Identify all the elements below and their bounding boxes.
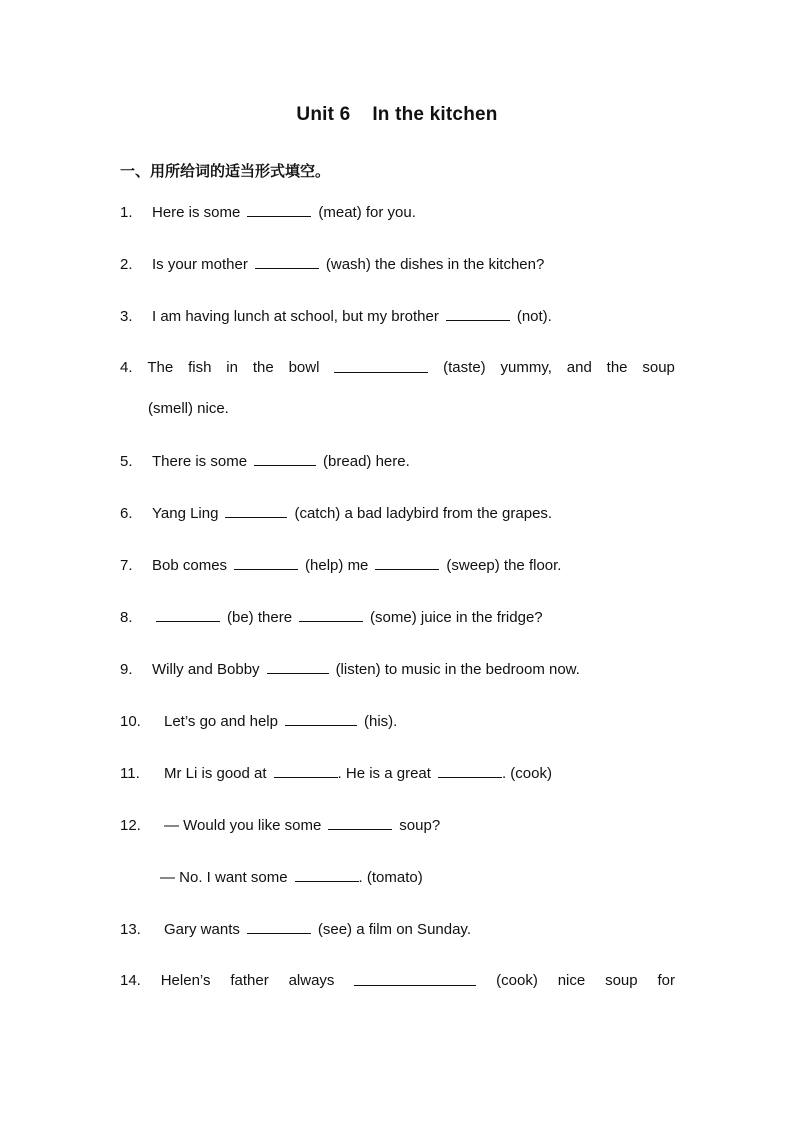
question-number: 8. xyxy=(120,609,133,626)
answer-blank[interactable] xyxy=(299,607,363,622)
answer-blank[interactable] xyxy=(247,919,311,934)
question-text: Let’s go and help xyxy=(164,713,278,730)
word: always xyxy=(288,972,335,989)
question-text: — Would you like some xyxy=(164,817,322,834)
question-12-reply xyxy=(160,867,715,888)
question-text: Here is some xyxy=(152,204,241,221)
question-text: (some) juice in the fridge? xyxy=(370,609,543,626)
word: fish xyxy=(188,359,212,376)
question-text: (be) there xyxy=(227,609,293,626)
question-number: 1. xyxy=(120,204,133,221)
answer-blank[interactable] xyxy=(254,451,316,466)
question-12 xyxy=(120,815,675,836)
question-text: (bread) here. xyxy=(323,453,410,470)
question-text: (see) a film on Sunday. xyxy=(317,921,471,938)
question-text: Willy and Bobby xyxy=(152,661,260,678)
question-text: — No. I want some xyxy=(160,869,288,886)
word: Helen’s xyxy=(160,972,211,989)
question-text: (not). xyxy=(516,308,552,325)
word: nice xyxy=(557,972,586,989)
page-title: Unit 6 In the kitchen xyxy=(296,104,498,125)
question-number: 2. xyxy=(120,256,133,273)
word: soup xyxy=(642,359,675,376)
question-number: 10. xyxy=(120,713,141,730)
answer-blank[interactable] xyxy=(334,358,428,373)
question-number: 13. xyxy=(120,921,141,938)
question-2 xyxy=(120,254,675,275)
question-number: 14. xyxy=(120,972,141,989)
question-text: (help) me xyxy=(305,557,369,574)
word: father xyxy=(230,972,269,989)
question-text: . (cook) xyxy=(501,765,552,782)
word: the xyxy=(252,359,274,376)
word: soup xyxy=(605,972,638,989)
question-1 xyxy=(120,202,675,223)
answer-blank[interactable] xyxy=(274,763,338,778)
answer-blank[interactable] xyxy=(156,607,220,622)
word: (taste) xyxy=(443,359,486,376)
answer-blank[interactable] xyxy=(295,867,359,882)
answer-blank[interactable] xyxy=(234,555,298,570)
question-10 xyxy=(120,711,675,732)
question-11 xyxy=(120,763,675,784)
question-text: Yang Ling xyxy=(152,505,219,522)
question-number: 3. xyxy=(120,308,133,325)
question-9 xyxy=(120,659,675,680)
answer-blank[interactable] xyxy=(354,971,476,986)
question-4-continued xyxy=(148,399,703,419)
question-5 xyxy=(120,451,675,472)
question-number: 4. xyxy=(120,359,133,376)
question-text: (meat) for you. xyxy=(318,204,416,221)
word: for xyxy=(657,972,675,989)
question-13 xyxy=(120,919,675,940)
question-7 xyxy=(120,555,675,576)
word: in xyxy=(226,359,238,376)
question-text: Mr Li is good at xyxy=(164,765,267,782)
question-number: 5. xyxy=(120,453,133,470)
word: bowl xyxy=(288,359,320,376)
answer-blank[interactable] xyxy=(328,815,392,830)
question-number: 12. xyxy=(120,817,141,834)
question-text: (wash) the dishes in the kitchen? xyxy=(325,256,545,273)
question-text: . He is a great xyxy=(337,765,431,782)
question-6 xyxy=(120,503,675,524)
question-number: 6. xyxy=(120,505,133,522)
question-text: (smell) nice. xyxy=(148,400,229,417)
question-text: (his). xyxy=(364,713,398,730)
word: (cook) xyxy=(496,972,538,989)
word: the xyxy=(606,359,628,376)
word: and xyxy=(566,359,592,376)
question-text: (sweep) the floor. xyxy=(446,557,562,574)
question-3 xyxy=(120,306,675,327)
answer-blank[interactable] xyxy=(375,555,439,570)
question-text: Bob comes xyxy=(152,557,228,574)
question-text: (catch) a bad ladybird from the grapes. xyxy=(294,505,553,522)
question-text: I am having lunch at school, but my brother xyxy=(152,308,439,325)
question-number: 11. xyxy=(120,765,140,782)
section-heading: 一、用所给词的适当形式填空。 xyxy=(120,162,331,180)
question-text: (listen) to music in the bedroom now. xyxy=(335,661,580,678)
answer-blank[interactable] xyxy=(438,763,502,778)
question-number: 9. xyxy=(120,661,133,678)
answer-blank[interactable] xyxy=(446,306,510,321)
answer-blank[interactable] xyxy=(267,659,329,674)
question-8 xyxy=(120,607,675,628)
word: yummy, xyxy=(500,359,552,376)
question-number: 7. xyxy=(120,557,133,574)
question-text: . (tomato) xyxy=(358,869,423,886)
question-text: soup? xyxy=(399,817,441,834)
question-4 xyxy=(120,358,675,378)
question-text: Gary wants xyxy=(164,921,240,938)
answer-blank[interactable] xyxy=(255,254,319,269)
answer-blank[interactable] xyxy=(285,711,357,726)
question-text: Is your mother xyxy=(152,256,248,273)
question-text: There is some xyxy=(152,453,248,470)
word: The xyxy=(147,359,174,376)
answer-blank[interactable] xyxy=(247,202,311,217)
answer-blank[interactable] xyxy=(225,503,287,518)
question-14 xyxy=(120,971,675,991)
